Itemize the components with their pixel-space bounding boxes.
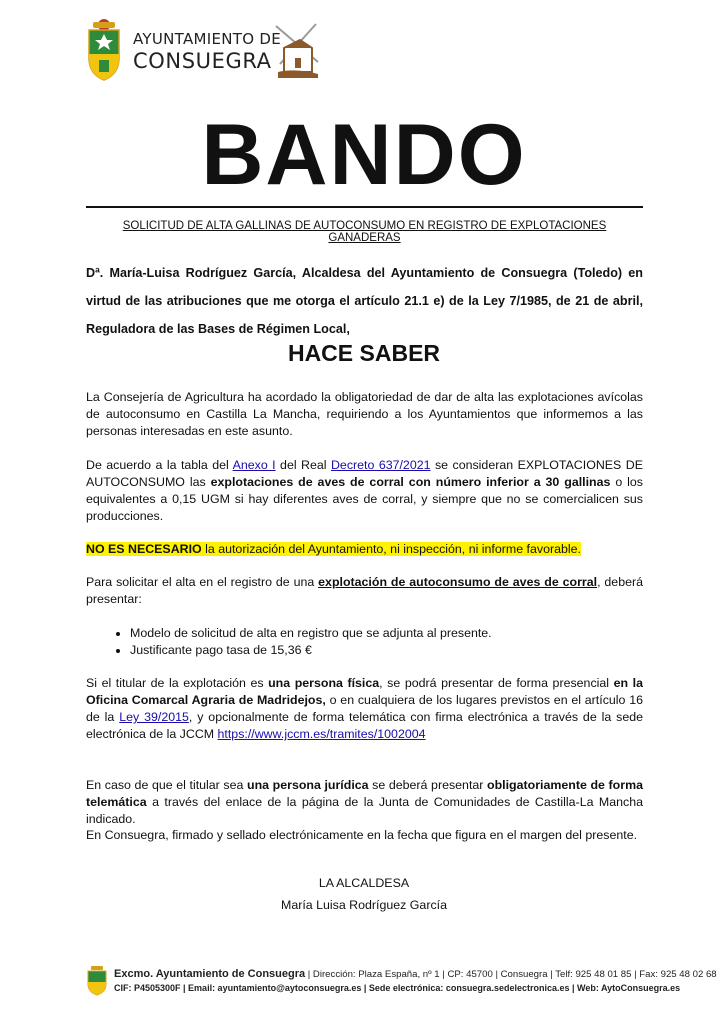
paragraph-5: Si el titular de la explotación es una persona física, se podrá presentar de forma presencial en la Oficina Comarcal Agraria de Madridejos, o en cualquiera de los lugares previstos en el artículo 16 de la Ley 39/2015, y opcionalmente de forma telemática con firma electrónica a través de la sede electrónica de la JCCM https://www.jccm.es/tramites/1002004 [86, 676, 644, 741]
org-line-2: CONSUEGRA [133, 49, 272, 73]
anexo-link[interactable]: Anexo I [232, 458, 276, 472]
section-heading: HACE SABER [287, 340, 441, 366]
footer-line-1: Excmo. Ayuntamiento de Consuegra | Dirección: Plaza España, nº 1 | CP: 45700 | Consuegra | Telf: 925 48 01 85 | Fax: 925 48 02 68 [114, 968, 717, 980]
signature-name: María Luisa Rodríguez García [281, 898, 447, 912]
paragraph-3: NO ES NECESARIO la autorización del Ayuntamiento, ni inspección, ni informe favorable. [86, 542, 581, 556]
list-item: • Modelo de solicitud de alta en registro que se adjunta al presente. [130, 625, 643, 642]
paragraph-1: La Consejería de Agricultura ha acordado la obligatoriedad de dar de alta las explotaciones avícolas de autoconsumo en Castilla La Mancha, requiriendo a los Ayuntamientos que informemos a las personas interesadas en este asunto. [86, 390, 643, 438]
windmill-logo [266, 18, 328, 82]
title-divider [86, 206, 643, 208]
footer-crest-icon [86, 964, 108, 996]
paragraph-6: En caso de que el titular sea una persona jurídica se deberá presentar obligatoriamente de forma telemática a través del enlace de la página de la Junta de Comunidades de Castilla-La Mancha indicado. [86, 778, 643, 826]
decreto-link[interactable]: Decreto 637/2021 [330, 458, 431, 472]
requirements-list [86, 625, 643, 659]
subject-line: SOLICITUD DE ALTA GALLINAS DE AUTOCONSUMO EN REGISTRO DE EXPLOTACIONES GANADERAS [122, 220, 607, 244]
paragraph-7: En Consuegra, firmado y sellado electrónicamente en la fecha que figura en el margen del presente. [86, 828, 638, 842]
paragraph-4: Para solicitar el alta en el registro de una explotación de autoconsumo de aves de corral, deberá presentar: [86, 575, 643, 606]
jccm-tramites-link[interactable]: https://www.jccm.es/tramites/1002004 [217, 727, 426, 741]
org-line-1: AYUNTAMIENTO DE [133, 30, 282, 48]
document-title: BANDO [201, 107, 527, 203]
crest-logo [86, 18, 122, 82]
intro-paragraph: Dª. María-Luisa Rodríguez García, Alcaldesa del Ayuntamiento de Consuegra (Toledo) en virtud de las atribuciones que me otorga el artículo 21.1 e) de la Ley 7/1985, de 21 de abril, Reguladora de las Bases de Régimen Local, [86, 266, 643, 336]
list-item: • Justificante pago tasa de 15,36 € [130, 642, 643, 659]
footer-line-2: CIF: P4505300F | Email: ayuntamiento@aytoconsuegra.es | Sede electrónica: consuegra.sedelectronica.es | Web: AytoConsuegra.es [114, 983, 681, 993]
signature-role: LA ALCALDESA [318, 876, 410, 890]
paragraph-2: De acuerdo a la tabla del Anexo I del Real Decreto 637/2021 se consideran EXPLOTACIONES DE AUTOCONSUMO las explotaciones de aves de corral con número inferior a 30 gallinas o los equivalentes a 0,15 UGM si hay diferentes aves de corral, y siempre que no se comercialicen sus producciones. [86, 458, 643, 523]
ley-link[interactable]: Ley 39/2015 [119, 710, 189, 724]
